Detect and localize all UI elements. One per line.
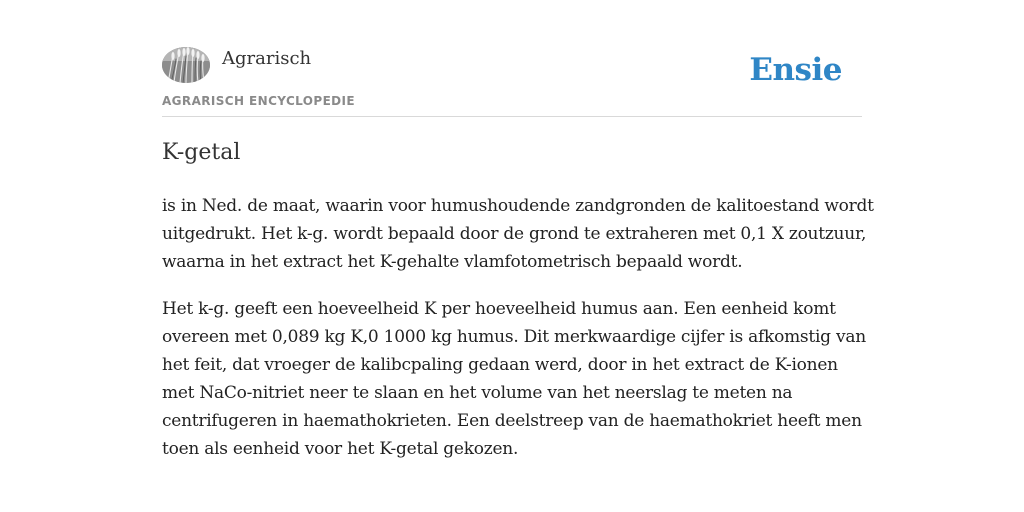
article-body (162, 192, 874, 482)
article-paragraph: is in Ned. de maat, waarin voor humushoudende zandgronden de kalitoestand wordt uitgedrukt. Het k-g. wordt bepaald door de grond te extraheren met 0,1 X zoutzuur, waarna in het extract het K-gehalte vlamfotometrisch bepaald wordt. (162, 196, 874, 272)
source-name[interactable]: Agrarisch (222, 48, 312, 69)
page (162, 0, 874, 512)
article-title: K-getal (162, 140, 241, 165)
wheat-field-icon[interactable] (162, 47, 210, 83)
header (162, 40, 862, 117)
article-paragraph: Het k-g. geeft een hoeveelheid K per hoeveelheid humus aan. Een eenheid komt overeen met 0,089 kg K,0 1000 kg humus. Dit merkwaardige cijfer is afkomstig van het feit, dat vroeger de kalibcpaling gedaan werd, door in het extract de K-ionen met NaCo-nitriet neer te slaan en het volume van het neerslag te meten na centrifugeren in haemathokrieten. Een deelstreep van de haemathokriet heeft men toen als eenheid voor het K-getal gekozen. (162, 299, 866, 459)
brand-logo[interactable]: Ensie (749, 52, 842, 88)
source-subtitle[interactable]: AGRARISCH ENCYCLOPEDIE (162, 94, 355, 108)
